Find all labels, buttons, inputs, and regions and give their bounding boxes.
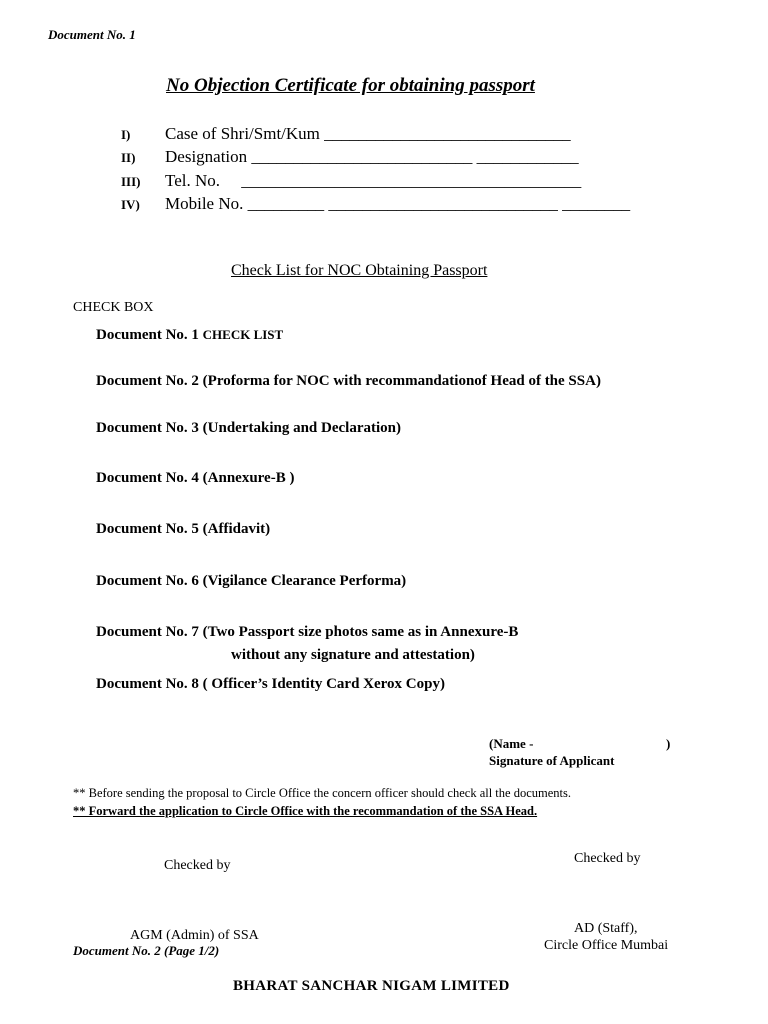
company-name: BHARAT SANCHAR NIGAM LIMITED — [233, 978, 510, 994]
checklist-item — [96, 676, 445, 693]
field-blank-line[interactable]: _________ ___________________________ ________ — [247, 194, 631, 213]
field-label: Mobile No. — [165, 194, 244, 213]
field-label: Case of Shri/Smt/Kum — [165, 124, 320, 143]
agm-admin-label: AGM (Admin) of SSA — [130, 928, 259, 943]
checklist-item-desc: ( Officer’s Identity Card Xerox Copy) — [202, 676, 445, 692]
checklist-title: Check List for NOC Obtaining Passport — [231, 262, 488, 279]
document-2-page-label: Document No. 2 (Page 1/2) — [73, 943, 220, 958]
checklist-item — [96, 470, 294, 487]
field-number: IV) — [121, 197, 140, 212]
checklist-item-desc: (Proforma for NOC with recommandationof Head of the SSA) — [202, 373, 601, 389]
field-mobile-no — [121, 194, 630, 214]
checklist-item-doc: Document No. 1 — [96, 327, 199, 343]
signature-of-applicant: Signature of Applicant — [489, 753, 615, 768]
note-check-documents: ** Before sending the proposal to Circle Office the concern officer should check all the documents. — [73, 786, 571, 800]
checklist-item-doc: Document No. 5 — [96, 521, 199, 537]
field-number: III) — [121, 174, 141, 189]
page-title: No Objection Certificate for obtaining passport — [166, 75, 535, 96]
checklist-item-doc: Document No. 3 — [96, 420, 199, 436]
field-blank-line[interactable]: __________________________ ____________ — [251, 147, 579, 166]
checked-by-right: Checked by — [574, 851, 641, 866]
document-number-label: Document No. 1 — [48, 27, 136, 42]
checklist-item — [96, 420, 401, 437]
checklist-item-desc: (Undertaking and Declaration) — [202, 420, 401, 436]
checklist-item-doc: Document No. 4 — [96, 470, 199, 486]
field-number: II) — [121, 150, 136, 165]
checklist-item — [96, 521, 270, 538]
field-label: Designation — [165, 147, 248, 166]
applicant-name-close: ) — [666, 736, 671, 751]
checklist-item — [96, 327, 283, 344]
checklist-item — [96, 373, 601, 390]
checklist-item-doc: Document No. 2 — [96, 373, 199, 389]
checklist-item-desc: (Vigilance Clearance Performa) — [202, 573, 407, 589]
field-blank-line[interactable]: ________________________________________ — [241, 171, 582, 190]
check-box-label: CHECK BOX — [73, 300, 154, 315]
checklist-item-doc: Document No. 7 — [96, 624, 199, 640]
field-case-of — [121, 124, 571, 144]
checklist-item-desc: (Annexure-B ) — [202, 470, 295, 486]
circle-office-label: Circle Office Mumbai — [544, 938, 669, 953]
field-designation — [121, 147, 579, 167]
checklist-item-desc: CHECK LIST — [202, 327, 284, 342]
checklist-item-doc: Document No. 6 — [96, 573, 199, 589]
field-blank-line[interactable]: _____________________________ — [324, 124, 571, 143]
field-tel-no — [121, 171, 581, 191]
checklist-item — [96, 573, 406, 590]
checklist-item — [96, 624, 518, 641]
ad-staff-label: AD (Staff), — [574, 921, 638, 936]
checklist-item-doc: Document No. 8 — [96, 676, 199, 692]
checklist-item-desc-continued: without any signature and attestation) — [231, 647, 475, 663]
checklist-item-desc: (Affidavit) — [202, 521, 271, 537]
field-label: Tel. No. — [165, 171, 220, 190]
applicant-name-open: (Name - — [489, 736, 534, 751]
field-number: I) — [121, 127, 131, 142]
checklist-item-desc: (Two Passport size photos same as in Annexure-B — [202, 624, 519, 640]
note-forward-application: ** Forward the application to Circle Office with the recommandation of the SSA Head. — [73, 804, 538, 818]
checked-by-left: Checked by — [164, 858, 231, 873]
